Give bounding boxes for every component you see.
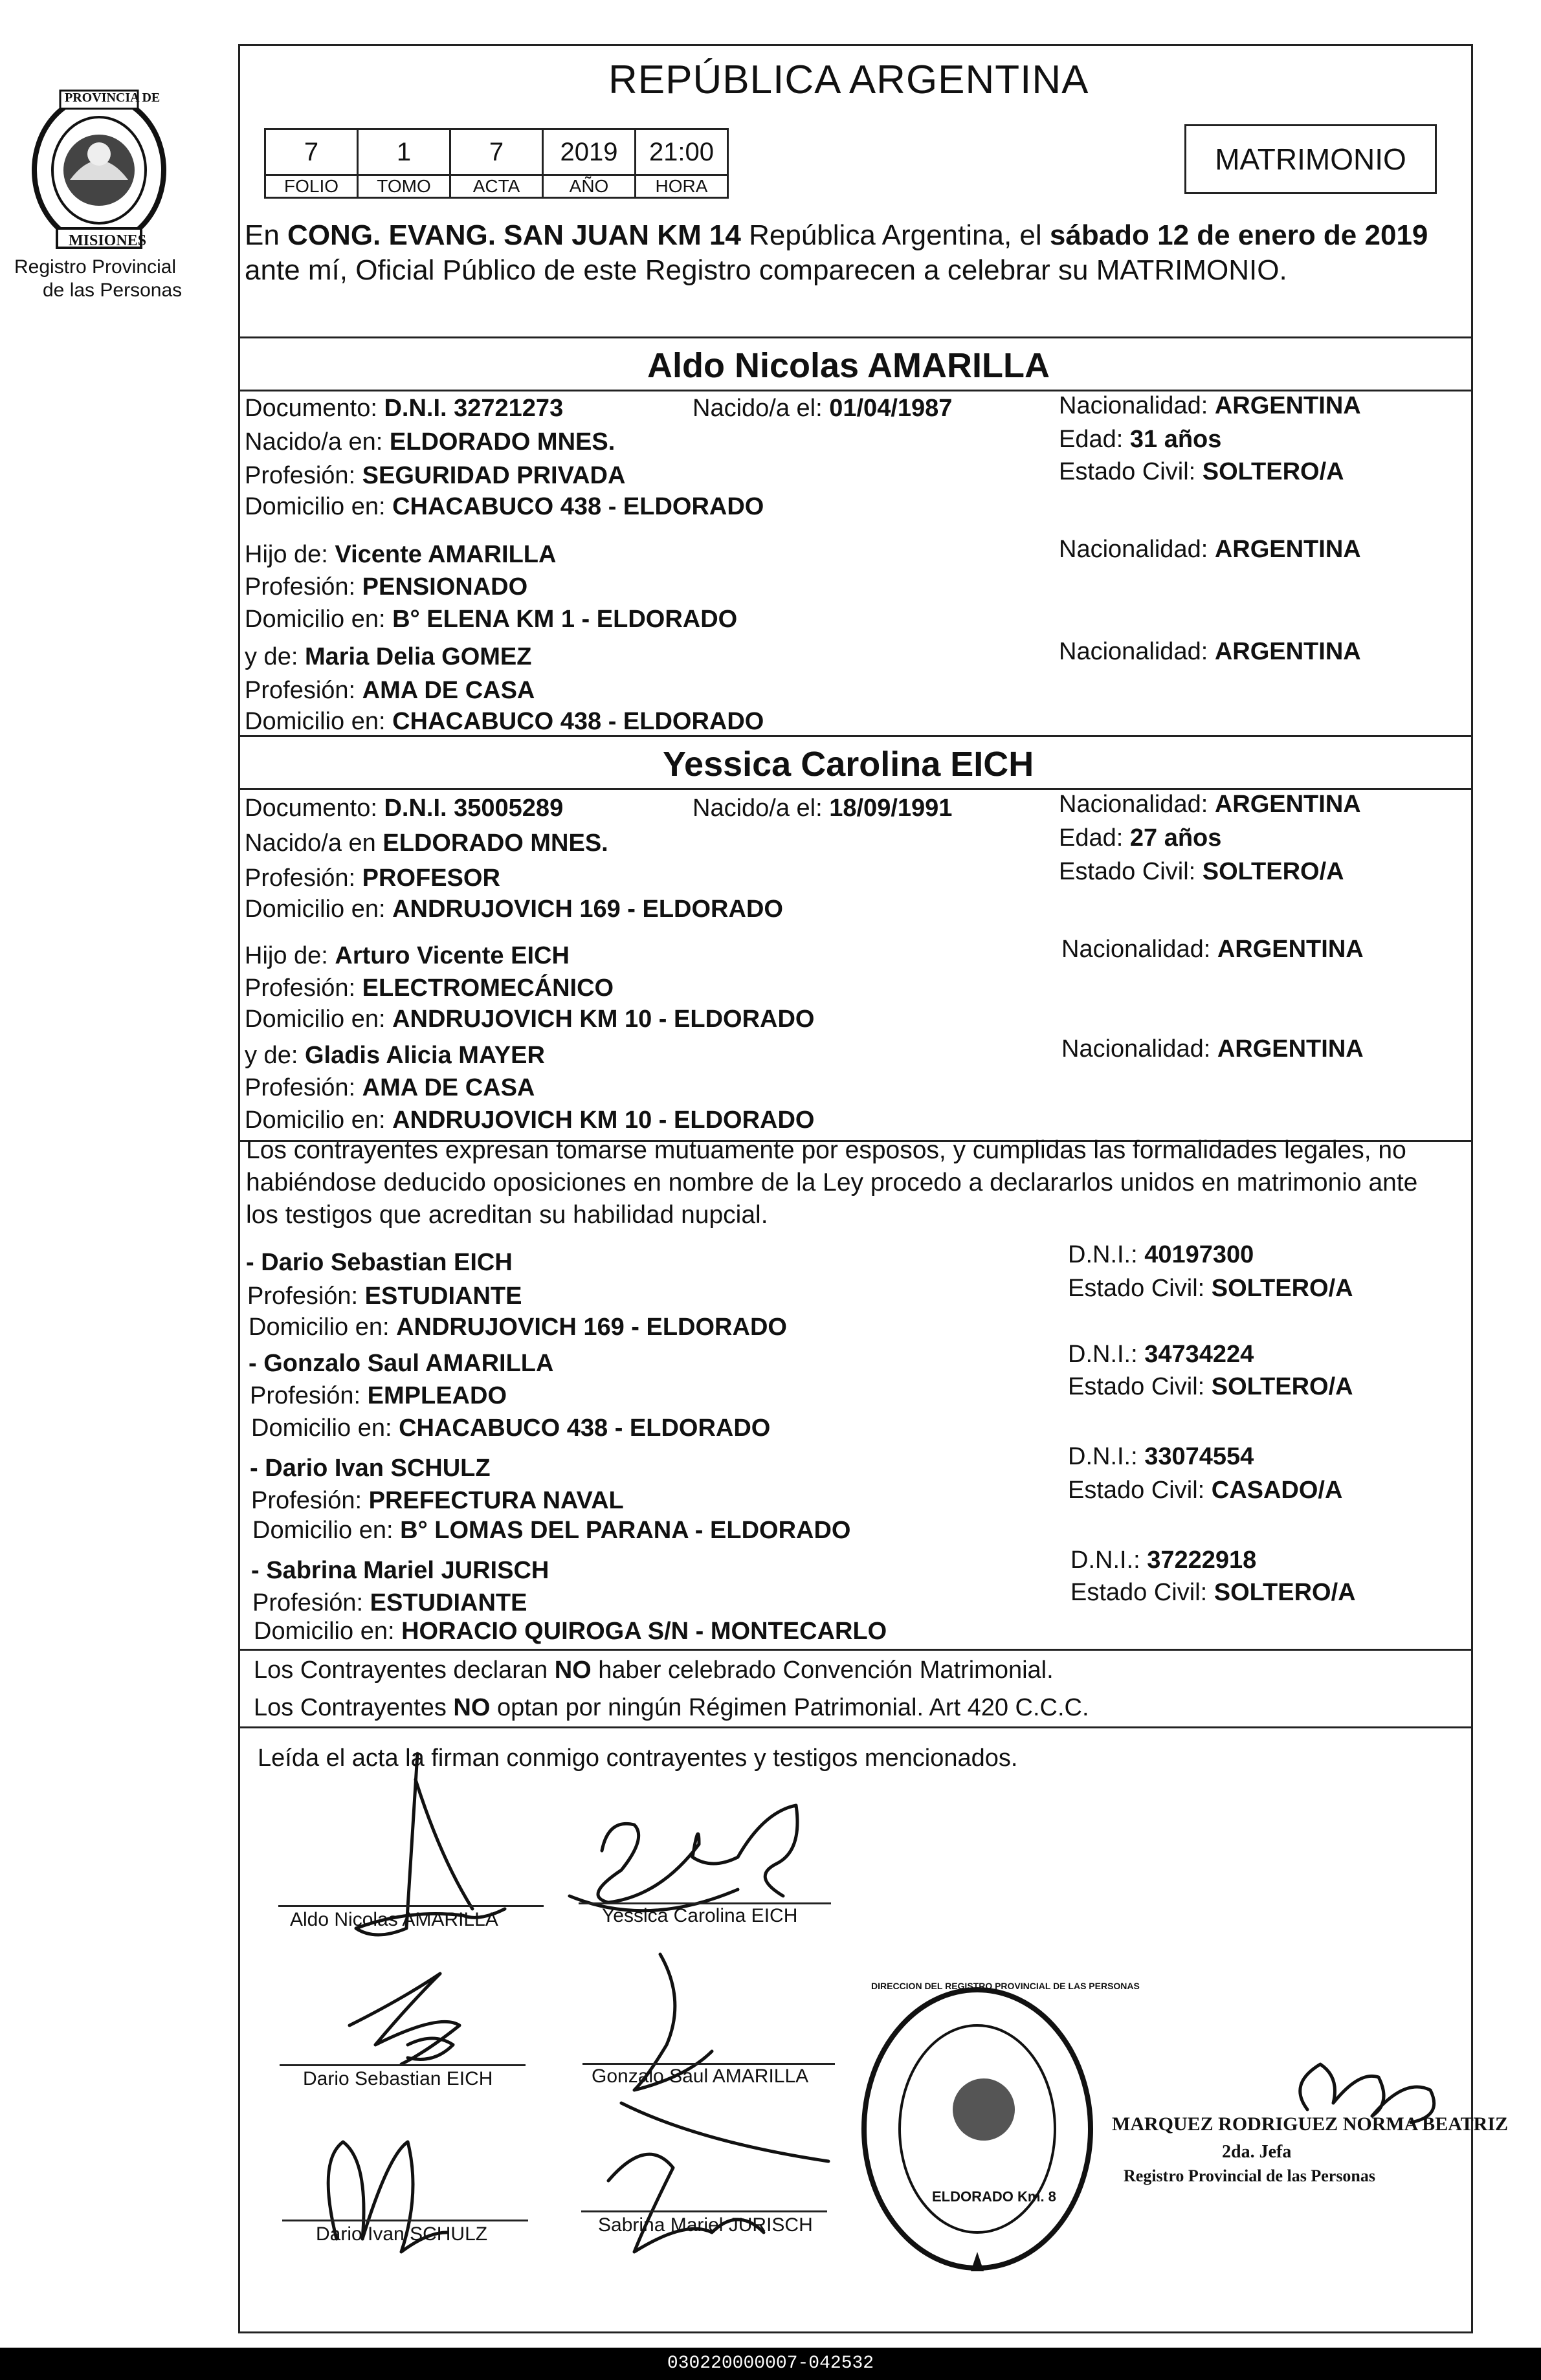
seal-caption-1: Registro Provincial <box>14 256 177 278</box>
intro-line-1: En CONG. EVANG. SAN JUAN KM 14 República Argentina, el sábado 12 de enero de 2019 <box>245 219 1428 251</box>
groom-prof: Profesión: SEGURIDAD PRIVADA <box>245 462 626 489</box>
witness-2-name: - Gonzalo Saul AMARILLA <box>249 1350 554 1377</box>
groom-mother-nat: Nacionalidad: ARGENTINA <box>1059 638 1361 665</box>
tomo-value: 1 <box>358 129 450 175</box>
declaration-line-1: Los contrayentes expresan tomarse mutuamente por esposos, y cumplidas las formalidades legales, no <box>246 1136 1406 1164</box>
bride-prof: Profesión: PROFESOR <box>245 865 500 892</box>
declaration-line-2: habiéndose deducido oposiciones en nombre de la Ley procedo a declararlos unidos en matrimonio ante <box>246 1169 1418 1196</box>
folio-value: 7 <box>265 129 358 175</box>
witness-4-dom: Domicilio en: HORACIO QUIROGA S/N - MONTECARLO <box>254 1618 887 1645</box>
bride-doc: Documento: D.N.I. 35005289 <box>245 795 564 822</box>
hora-value: 21:00 <box>636 129 728 175</box>
witness-3-dom: Domicilio en: B° LOMAS DEL PARANA - ELDORADO <box>252 1517 851 1544</box>
witness-4-dni: D.N.I.: 37222918 <box>1070 1547 1257 1574</box>
signature-label-groom: Aldo Nicolas AMARILLA <box>290 1909 498 1930</box>
witness-2-prof: Profesión: EMPLEADO <box>250 1382 507 1409</box>
witness-2-civil: Estado Civil: SOLTERO/A <box>1068 1373 1353 1400</box>
groom-name: Aldo Nicolas AMARILLA <box>647 346 1050 385</box>
bride-father-prof: Profesión: ELECTROMECÁNICO <box>245 975 614 1002</box>
groom-doc: Documento: D.N.I. 32721273 <box>245 395 564 422</box>
signature-label-witness-4: Sabrina Mariel JURISCH <box>598 2214 813 2236</box>
witness-1-prof: Profesión: ESTUDIANTE <box>247 1283 522 1310</box>
witness-4-civil: Estado Civil: SOLTERO/A <box>1070 1579 1356 1606</box>
groom-father-prof: Profesión: PENSIONADO <box>245 573 528 601</box>
stamp-inner-text: ELDORADO Km. 8 <box>932 2188 1056 2205</box>
bride-nat: Nacionalidad: ARGENTINA <box>1059 791 1361 818</box>
groom-nat: Nacionalidad: ARGENTINA <box>1059 392 1361 419</box>
signature-label-witness-1: Dario Sebastian EICH <box>303 2068 493 2089</box>
bride-civil: Estado Civil: SOLTERO/A <box>1059 858 1344 885</box>
witness-1-civil: Estado Civil: SOLTERO/A <box>1068 1275 1353 1302</box>
groom-age: Edad: 31 años <box>1059 426 1222 453</box>
seal-bottom-text: MISIONES <box>69 232 147 249</box>
intro-line-2: ante mí, Oficial Público de este Registro comparecen a celebrar su MATRIMONIO. <box>245 254 1287 286</box>
official-office: Registro Provincial de las Personas <box>1124 2166 1376 2185</box>
seal-caption-2: de las Personas <box>43 280 183 301</box>
bride-mother-prof: Profesión: AMA DE CASA <box>245 1074 535 1101</box>
witness-3-dni: D.N.I.: 33074554 <box>1068 1443 1254 1470</box>
acta-value: 7 <box>450 129 543 175</box>
groom-mother: y de: Maria Delia GOMEZ <box>245 643 532 670</box>
bride-place: Nacido/a en ELDORADO MNES. <box>245 830 608 857</box>
bride-father: Hijo de: Arturo Vicente EICH <box>245 942 570 969</box>
groom-mother-dom: Domicilio en: CHACABUCO 438 - ELDORADO <box>245 708 764 735</box>
bride-mother: y de: Gladis Alicia MAYER <box>245 1042 545 1069</box>
bride-father-dom: Domicilio en: ANDRUJOVICH KM 10 - ELDORADO <box>245 1006 815 1033</box>
signature-label-witness-2: Gonzalo Saul AMARILLA <box>592 2066 809 2087</box>
witness-2-dni: D.N.I.: 34734224 <box>1068 1341 1254 1368</box>
witness-4-prof: Profesión: ESTUDIANTE <box>252 1589 527 1616</box>
regime-line-1: Los Contrayentes declaran NO haber celebrado Convención Matrimonial. <box>254 1657 1054 1684</box>
ano-label: AÑO <box>543 175 636 198</box>
document-code: 030220000007-042532 <box>0 2348 1541 2380</box>
bride-father-nat: Nacionalidad: ARGENTINA <box>1061 936 1364 963</box>
official-role: 2da. Jefa <box>1222 2142 1292 2162</box>
bride-mother-dom: Domicilio en: ANDRUJOVICH KM 10 - ELDORADO <box>245 1107 815 1134</box>
signature-label-witness-3: Dario Ivan SCHULZ <box>316 2223 488 2245</box>
signature-label-bride: Yessica Carolina EICH <box>602 1905 798 1926</box>
bride-mother-nat: Nacionalidad: ARGENTINA <box>1061 1035 1364 1063</box>
bride-name: Yessica Carolina EICH <box>663 745 1034 784</box>
witness-3-civil: Estado Civil: CASADO/A <box>1068 1477 1343 1504</box>
groom-born: Nacido/a el: 01/04/1987 <box>693 395 953 422</box>
groom-mother-prof: Profesión: AMA DE CASA <box>245 677 535 704</box>
registry-fields <box>264 128 729 199</box>
misiones-seal <box>25 83 173 251</box>
page-title: REPÚBLICA ARGENTINA <box>608 58 1089 102</box>
stamp-ring-text: DIRECCION DEL REGISTRO PROVINCIAL DE LAS PERSONAS <box>871 1981 1140 1991</box>
seal-top-text: PROVINCIA DE <box>65 91 161 105</box>
regime-line-2: Los Contrayentes NO optan por ningún Régimen Patrimonial. Art 420 C.C.C. <box>254 1694 1089 1721</box>
hora-label: HORA <box>636 175 728 198</box>
folio-label: FOLIO <box>265 175 358 198</box>
registry-stamp <box>854 1980 1100 2278</box>
ano-value: 2019 <box>543 129 636 175</box>
bride-born: Nacido/a el: 18/09/1991 <box>693 795 953 822</box>
witness-3-prof: Profesión: PREFECTURA NAVAL <box>251 1487 624 1514</box>
groom-place: Nacido/a en: ELDORADO MNES. <box>245 428 615 456</box>
declaration-line-3: los testigos que acreditan su habilidad nupcial. <box>246 1201 768 1229</box>
act-type-box: MATRIMONIO <box>1184 124 1437 194</box>
witness-1-dni: D.N.I.: 40197300 <box>1068 1241 1254 1268</box>
groom-father: Hijo de: Vicente AMARILLA <box>245 541 557 568</box>
official-name: MARQUEZ RODRIGUEZ NORMA BEATRIZ <box>1112 2113 1508 2135</box>
bride-age: Edad: 27 años <box>1059 824 1222 852</box>
closing-statement: Leída el acta la firman conmigo contrayentes y testigos mencionados. <box>258 1745 1018 1772</box>
witness-1-name: - Dario Sebastian EICH <box>246 1249 513 1276</box>
witness-3-name: - Dario Ivan SCHULZ <box>250 1455 491 1482</box>
groom-father-dom: Domicilio en: B° ELENA KM 1 - ELDORADO <box>245 606 738 633</box>
witness-2-dom: Domicilio en: CHACABUCO 438 - ELDORADO <box>251 1415 771 1442</box>
witness-1-dom: Domicilio en: ANDRUJOVICH 169 - ELDORADO <box>249 1314 787 1341</box>
tomo-label: TOMO <box>358 175 450 198</box>
groom-civil: Estado Civil: SOLTERO/A <box>1059 458 1344 485</box>
acta-label: ACTA <box>450 175 543 198</box>
witness-4-name: - Sabrina Mariel JURISCH <box>251 1557 549 1584</box>
bride-dom: Domicilio en: ANDRUJOVICH 169 - ELDORADO <box>245 896 783 923</box>
groom-father-nat: Nacionalidad: ARGENTINA <box>1059 536 1361 563</box>
groom-dom: Domicilio en: CHACABUCO 438 - ELDORADO <box>245 493 764 520</box>
